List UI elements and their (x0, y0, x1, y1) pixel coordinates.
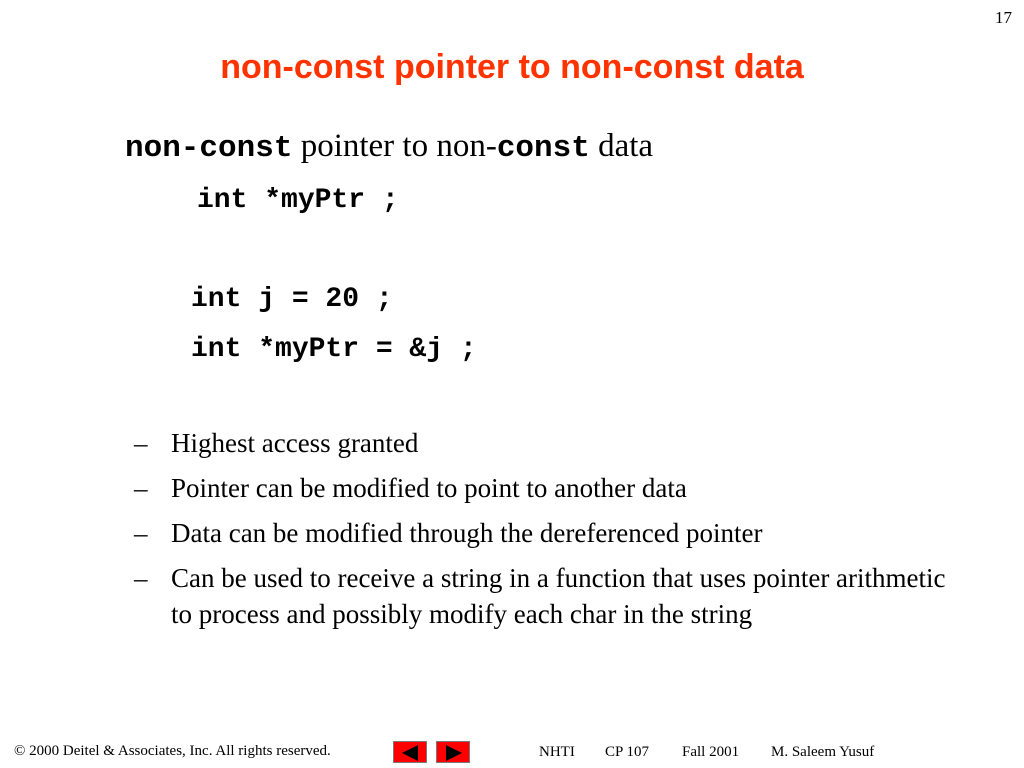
heading-text-pointer-to: pointer to non- (292, 128, 497, 164)
bullet-text: Can be used to receive a string in a function that uses pointer arithmetic to process and possibly modify each char in the string (171, 563, 946, 629)
bullet-list (134, 425, 964, 641)
heading-code-const: const (496, 131, 590, 166)
code-line-int-j: int j = 20 ; (191, 284, 393, 315)
list-item (134, 515, 964, 551)
bullet-dash: – (134, 428, 148, 458)
triangle-left-icon (402, 745, 418, 761)
heading-text-data: data (589, 128, 654, 164)
section-heading (125, 128, 653, 166)
bullet-dash: – (134, 563, 148, 593)
bullet-dash: – (134, 518, 148, 548)
footer-term: Fall 2001 (682, 744, 740, 760)
list-item (134, 425, 964, 461)
slide-number: 17 (995, 8, 1012, 27)
heading-code-non-const: non-const (125, 131, 293, 166)
footer-course: CP 107 (605, 744, 650, 760)
code-line-assign-pointer: int *myPtr = &j ; (191, 334, 477, 365)
bullet-text: Highest access granted (171, 428, 419, 458)
bullet-dash: – (134, 473, 148, 503)
previous-slide-button[interactable] (393, 741, 427, 763)
slide-title: non-const pointer to non-const data (220, 48, 804, 86)
next-slide-button[interactable] (436, 741, 470, 763)
list-item (134, 470, 964, 506)
footer-org: NHTI (539, 744, 575, 760)
footer-author: M. Saleem Yusuf (771, 744, 875, 760)
copyright-text: © 2000 Deitel & Associates, Inc. All rights reserved. (14, 743, 331, 759)
code-line-declaration: int *myPtr ; (197, 185, 399, 216)
list-item (134, 560, 964, 632)
bullet-text: Pointer can be modified to point to another data (171, 473, 687, 503)
bullet-text: Data can be modified through the dereferenced pointer (171, 518, 763, 548)
footer (0, 741, 1024, 765)
triangle-right-icon (446, 745, 462, 761)
